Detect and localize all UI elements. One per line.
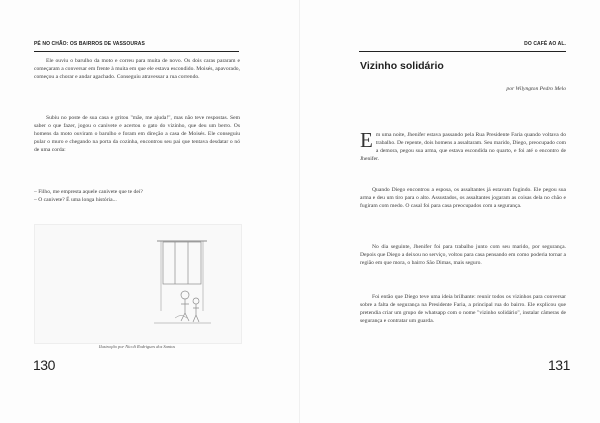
story-title: Vizinho solidário	[360, 60, 444, 72]
body-text	[34, 188, 240, 204]
page-number: 130	[33, 357, 55, 373]
paragraph: Subiu no poste de sua casa e gritou "mãe, me ajuda!", mas não teve respostas. Sem saber o que fazer, jogou o canivete e acertou o gato do vizinho, que deu um berro. Os homens da moto ouviram o barulho e foram em direção a casa de Moisés. Ele conseguiu pular o muro e chegando na porta da cozinha, encontrou seu pai que tentava desdatar o nó de uma corda:	[34, 115, 240, 154]
pencil-drawing-icon	[35, 225, 241, 343]
body-text	[360, 186, 566, 210]
story-author: por Wilyngton Pedro Melo	[506, 86, 566, 92]
body-text	[34, 57, 240, 81]
body-text	[34, 114, 240, 154]
dialogue-line: – O canivete? É uma longa história...	[34, 197, 117, 204]
running-head: DO CAFÉ AO AL.	[524, 41, 566, 47]
paragraph: Foi então que Diego teve uma ideia brilhante: reunir todos os vizinhos para conversar sobre a falta de segurança na Presidente Faria, a principal rua do bairro. Ele explicou que pretendia criar um grupo de whatsapp com o nome "vizinho solidário", instalar câmeras de segurança e contratar um guarda.	[360, 294, 566, 325]
body-text	[360, 293, 566, 325]
header-rule	[359, 51, 566, 52]
body-text	[360, 243, 566, 267]
header-rule	[34, 51, 239, 52]
illustration-caption: Ilustração por Nicoli Rodrigues dos Santos	[98, 344, 176, 349]
right-page	[300, 0, 600, 423]
paragraph: Quando Diego encontrou a esposa, os assaltantes já estavam fugindo. Ele pegou sua arma e deu um tiro para o alto. Assustados, os assaltantes jogaram as coisas dela no chão e fugiram com medo. O casal foi para casa preocupados com a segurança.	[360, 187, 566, 210]
paragraph-with-dropcap	[360, 128, 566, 163]
body-text	[360, 128, 566, 163]
page-number: 131	[548, 357, 570, 373]
illustration	[34, 224, 242, 344]
paragraph: m uma noite, Jhenifer estava passando pela Rua Presidente Faria quando voltava do trabalho. De repente, dois homens a assaltaram. Seu marido, Diego, preocupado com a demora, pegou sua arma, que estava escondida no quarto, e foi até o encontro de Jhenifer.	[360, 132, 566, 163]
paragraph: Ele ouviu o barulho da moto e correu para muita de novo. Os dois caras pararam e começaram a conversar em frente à muita em que ele estava escondido. Moisés, apavorado, começou a chorar e andar agachado. Conseguiu atravessar a rua correndo.	[34, 58, 240, 81]
paragraph: No dia seguinte, Jhenifer foi para trabalho junto com seu marido, por segurança. Depois que Diego a deixou no serviço, voltou para casa pensando em como poderia tornar a região em que mora, o bairro São Dimas, mais seguro.	[360, 244, 566, 267]
running-head: PÉ NO CHÃO: OS BAIRROS DE VASSOURAS	[34, 41, 145, 47]
dialogue-line: – Filho, me empresta aquele canivete que te dei?	[34, 189, 143, 195]
drop-cap: E	[360, 128, 373, 152]
